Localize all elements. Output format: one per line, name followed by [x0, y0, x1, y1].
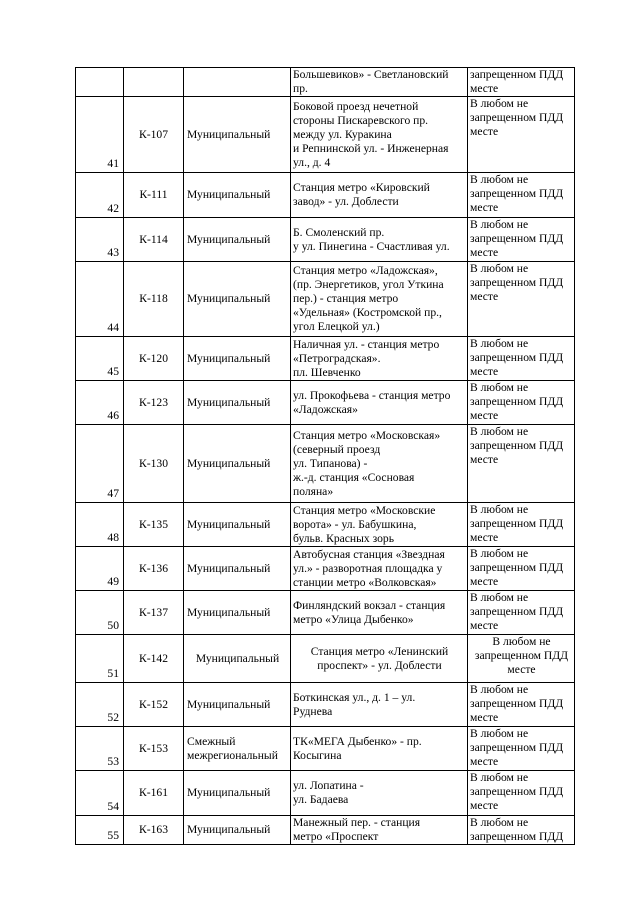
stop-rule-cell: В любом не запрещенном ПДД месте: [468, 771, 575, 816]
route-type-cell: Муниципальный: [184, 262, 291, 337]
stop-rule-cell: В любом не запрещенном ПДД месте: [468, 218, 575, 262]
route-code-cell: К-153: [124, 727, 184, 771]
route-type-cell: Муниципальный: [184, 591, 291, 635]
stop-rule-cell: В любом не запрещенном ПДД: [468, 816, 575, 845]
row-number-cell: 43: [76, 218, 124, 262]
route-type-cell: Муниципальный: [184, 771, 291, 816]
table-row: [76, 97, 575, 173]
route-type-cell: Муниципальный: [184, 635, 291, 683]
stop-rule-cell: В любом не запрещенном ПДД месте: [468, 683, 575, 727]
table-row: [76, 68, 575, 97]
route-path-cell: Боковой проезд нечетной стороны Пискаревского пр. между ул. Куракина и Репнинской ул. - Инженерная ул., д. 4: [291, 97, 468, 173]
row-number-cell: 47: [76, 425, 124, 503]
stop-rule-cell: В любом не запрещенном ПДД месте: [468, 727, 575, 771]
route-code-cell: К-123: [124, 381, 184, 425]
stop-rule-cell: В любом не запрещенном ПДД месте: [468, 635, 575, 683]
stop-rule-cell: В любом не запрещенном ПДД месте: [468, 381, 575, 425]
route-type-cell: Муниципальный: [184, 503, 291, 547]
route-code-cell: К-152: [124, 683, 184, 727]
table-row: [76, 635, 575, 683]
route-type-cell: Муниципальный: [184, 337, 291, 381]
stop-rule-cell: В любом не запрещенном ПДД месте: [468, 425, 575, 503]
table-row: [76, 381, 575, 425]
row-number-cell: 49: [76, 547, 124, 591]
row-number-cell: 44: [76, 262, 124, 337]
route-code-cell: К-135: [124, 503, 184, 547]
row-number-cell: 46: [76, 381, 124, 425]
route-type-cell: Муниципальный: [184, 683, 291, 727]
route-path-cell: Станция метро «Московская» (северный проезд ул. Типанова) - ж.-д. станция «Сосновая поляна»: [291, 425, 468, 503]
stop-rule-cell: В любом не запрещенном ПДД месте: [468, 262, 575, 337]
route-type-cell: Муниципальный: [184, 173, 291, 218]
route-type-cell: Муниципальный: [184, 97, 291, 173]
route-type-cell: Муниципальный: [184, 425, 291, 503]
stop-rule-cell: В любом не запрещенном ПДД месте: [468, 591, 575, 635]
route-type-cell: Муниципальный: [184, 218, 291, 262]
table-row: [76, 503, 575, 547]
route-type-cell: Смежный межрегиональный: [184, 727, 291, 771]
routes-table-body: [76, 68, 575, 845]
table-row: [76, 591, 575, 635]
row-number-cell: 48: [76, 503, 124, 547]
table-row: [76, 218, 575, 262]
row-number-cell: 52: [76, 683, 124, 727]
route-path-cell: Станция метро «Ладожская», (пр. Энергетиков, угол Уткина пер.) - станция метро «Удельная» (Костромской пр., угол Елецкой ул.): [291, 262, 468, 337]
row-number-cell: 45: [76, 337, 124, 381]
stop-rule-cell: В любом не запрещенном ПДД месте: [468, 337, 575, 381]
table-row: [76, 771, 575, 816]
row-number-cell: 55: [76, 816, 124, 845]
stop-rule-cell: В любом не запрещенном ПДД месте: [468, 547, 575, 591]
route-type-cell: Муниципальный: [184, 381, 291, 425]
route-code-cell: [124, 68, 184, 97]
route-code-cell: К-111: [124, 173, 184, 218]
route-path-cell: Большевиков» - Светлановский пр.: [291, 68, 468, 97]
stop-rule-cell: В любом не запрещенном ПДД месте: [468, 97, 575, 173]
route-path-cell: ТК«МЕГА Дыбенко» - пр. Косыгина: [291, 727, 468, 771]
table-row: [76, 173, 575, 218]
table-row: [76, 547, 575, 591]
route-type-cell: Муниципальный: [184, 547, 291, 591]
route-path-cell: Станция метро «Кировский завод» - ул. Доблести: [291, 173, 468, 218]
route-path-cell: Наличная ул. - станция метро «Петроградская». пл. Шевченко: [291, 337, 468, 381]
stop-rule-cell: запрещенном ПДД месте: [468, 68, 575, 97]
route-path-cell: Боткинская ул., д. 1 – ул. Руднева: [291, 683, 468, 727]
route-code-cell: К-161: [124, 771, 184, 816]
row-number-cell: 41: [76, 97, 124, 173]
route-path-cell: ул. Лопатина - ул. Бадаева: [291, 771, 468, 816]
stop-rule-cell: В любом не запрещенном ПДД месте: [468, 173, 575, 218]
route-path-cell: Манежный пер. - станция метро «Проспект: [291, 816, 468, 845]
route-code-cell: К-142: [124, 635, 184, 683]
row-number-cell: 42: [76, 173, 124, 218]
route-path-cell: Станция метро «Ленинский проспект» - ул. Доблести: [291, 635, 468, 683]
route-path-cell: Станция метро «Московские ворота» - ул. Бабушкина, бульв. Красных зорь: [291, 503, 468, 547]
table-row: [76, 727, 575, 771]
route-type-cell: [184, 68, 291, 97]
route-code-cell: К-114: [124, 218, 184, 262]
row-number-cell: 53: [76, 727, 124, 771]
route-code-cell: К-163: [124, 816, 184, 845]
route-type-cell: Муниципальный: [184, 816, 291, 845]
route-path-cell: Автобусная станция «Звездная ул.» - разворотная площадка у станции метро «Волковская»: [291, 547, 468, 591]
route-code-cell: К-137: [124, 591, 184, 635]
table-row: [76, 337, 575, 381]
route-code-cell: К-120: [124, 337, 184, 381]
route-code-cell: К-107: [124, 97, 184, 173]
row-number-cell: [76, 68, 124, 97]
routes-table: [75, 67, 575, 845]
row-number-cell: 54: [76, 771, 124, 816]
row-number-cell: 51: [76, 635, 124, 683]
table-row: [76, 683, 575, 727]
route-code-cell: К-136: [124, 547, 184, 591]
stop-rule-cell: В любом не запрещенном ПДД месте: [468, 503, 575, 547]
table-row: [76, 816, 575, 845]
route-code-cell: К-130: [124, 425, 184, 503]
table-row: [76, 425, 575, 503]
route-code-cell: К-118: [124, 262, 184, 337]
route-path-cell: Б. Смоленский пр. у ул. Пинегина - Счастливая ул.: [291, 218, 468, 262]
route-path-cell: Финляндский вокзал - станция метро «Улица Дыбенко»: [291, 591, 468, 635]
route-path-cell: ул. Прокофьева - станция метро «Ладожская»: [291, 381, 468, 425]
row-number-cell: 50: [76, 591, 124, 635]
table-row: [76, 262, 575, 337]
